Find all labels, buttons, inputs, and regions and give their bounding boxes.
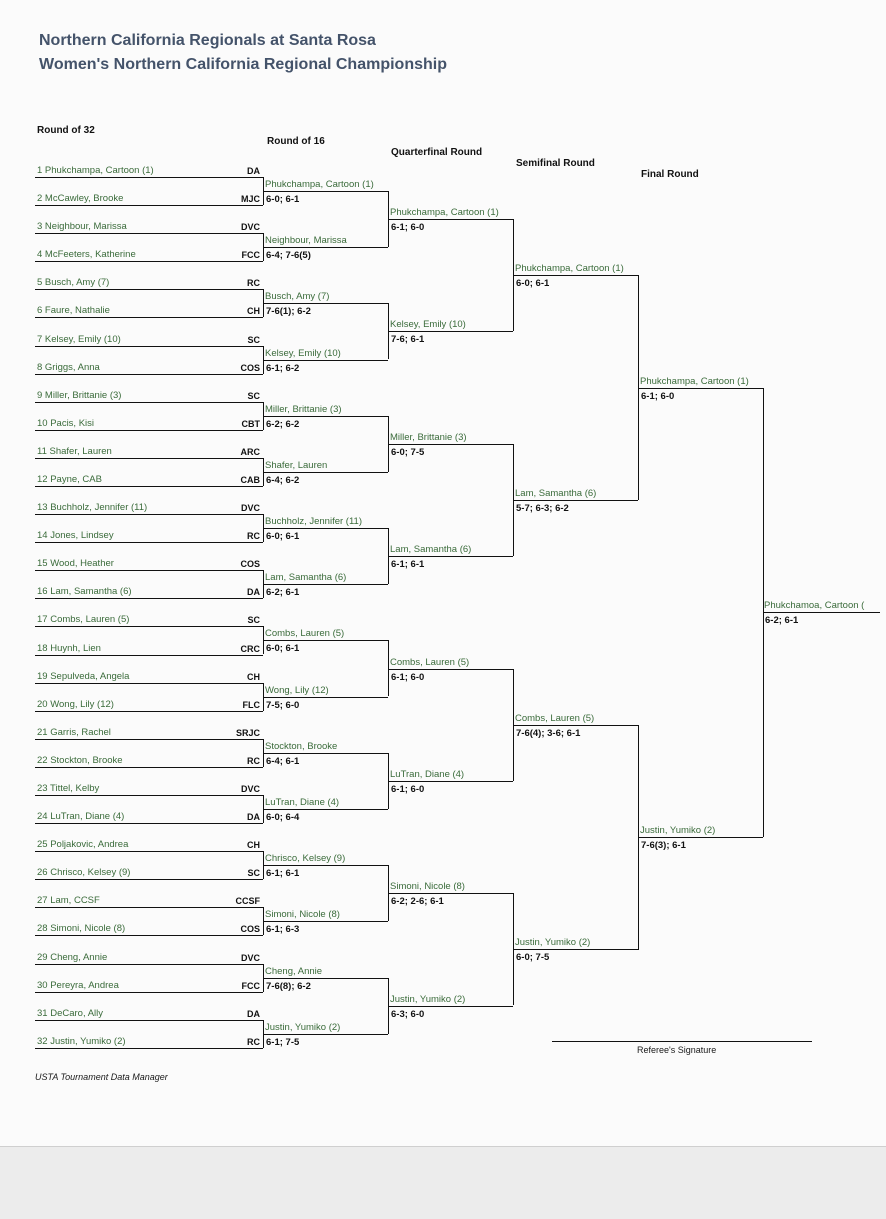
round-line <box>513 500 638 501</box>
r32-line <box>35 879 263 880</box>
round-line <box>263 584 388 585</box>
round-line <box>388 1006 513 1007</box>
r32-player-name: 27 Lam, CCSF <box>37 895 100 906</box>
winner-name: Simoni, Nicole (8) <box>390 881 465 892</box>
winner-name: Lam, Samantha (6) <box>515 488 597 499</box>
r32-club-abbr: DVC <box>240 222 260 232</box>
r32-line <box>35 964 263 965</box>
r32-club-abbr: SC <box>247 868 260 878</box>
round-label-32: Round of 32 <box>37 125 95 136</box>
r32-line <box>35 1020 263 1021</box>
winner-name: Lam, Samantha (6) <box>390 544 472 555</box>
r32-club-abbr: COS <box>240 363 260 373</box>
match-score: 6-2; 6-2 <box>266 419 300 430</box>
r32-line <box>35 542 263 543</box>
winner-name: Stockton, Brooke <box>265 741 338 752</box>
match-score: 6-1; 6-1 <box>266 868 300 879</box>
match-score: 7-6; 6-1 <box>391 334 425 345</box>
r32-line <box>35 458 263 459</box>
match-score: 6-0; 7-5 <box>516 952 550 963</box>
r32-line <box>35 430 263 431</box>
r32-player-name: 30 Pereyra, Andrea <box>37 980 119 991</box>
r32-club-abbr: CH <box>247 306 260 316</box>
round-line <box>263 416 388 417</box>
r32-line <box>35 486 263 487</box>
r32-player-name: 17 Combs, Lauren (5) <box>37 614 130 625</box>
round-line <box>513 725 638 726</box>
round-line <box>263 360 388 361</box>
r32-club-abbr: SC <box>247 335 260 345</box>
match-score: 6-4; 6-1 <box>266 756 300 767</box>
round-line <box>388 331 513 332</box>
r32-club-abbr: ARC <box>240 447 260 457</box>
r32-player-name: 25 Poljakovic, Andrea <box>37 839 129 850</box>
r32-player-name: 20 Wong, Lily (12) <box>37 699 114 710</box>
r32-player-name: 5 Busch, Amy (7) <box>37 277 110 288</box>
signature-line <box>552 1041 812 1042</box>
r32-club-abbr: COS <box>240 559 260 569</box>
r32-club-abbr: SC <box>247 391 260 401</box>
r32-line <box>35 570 263 571</box>
r32-club-abbr: DA <box>247 812 260 822</box>
r32-line <box>35 317 263 318</box>
r32-player-name: 22 Stockton, Brooke <box>37 755 123 766</box>
r32-club-abbr: CH <box>247 672 260 682</box>
round-line <box>638 388 763 389</box>
winner-name: Miller, Brittanie (3) <box>265 404 342 415</box>
round-label-16: Round of 16 <box>267 136 325 147</box>
match-score: 5-7; 6-3; 6-2 <box>516 503 569 514</box>
winner-name: Miller, Brittanie (3) <box>390 432 467 443</box>
round-line <box>263 1034 388 1035</box>
r32-club-abbr: CRC <box>240 644 260 654</box>
r32-player-name: 13 Buchholz, Jennifer (11) <box>37 502 148 513</box>
r32-line <box>35 205 263 206</box>
r32-club-abbr: DVC <box>240 784 260 794</box>
r32-line <box>35 655 263 656</box>
r32-player-name: 18 Huynh, Lien <box>37 643 101 654</box>
match-score: 6-2; 6-1 <box>266 587 300 598</box>
r32-player-name: 7 Kelsey, Emily (10) <box>37 334 121 345</box>
match-score: 6-1; 6-1 <box>391 559 425 570</box>
r32-player-name: 23 Tittel, Kelby <box>37 783 100 794</box>
winner-name: Cheng, Annie <box>265 966 323 977</box>
round-label-quarterfinal: Quarterfinal Round <box>391 147 483 158</box>
match-score: 6-1; 6-3 <box>266 924 300 935</box>
winner-name: Justin, Yumiko (2) <box>640 825 716 836</box>
round-line <box>388 669 513 670</box>
round-line <box>263 640 388 641</box>
r32-line <box>35 514 263 515</box>
r32-line <box>35 177 263 178</box>
r32-line <box>35 402 263 403</box>
round-line <box>263 528 388 529</box>
r32-club-abbr: RC <box>247 278 260 288</box>
r32-player-name: 9 Miller, Brittanie (3) <box>37 390 122 401</box>
round-line <box>388 556 513 557</box>
r32-club-abbr: COS <box>240 924 260 934</box>
scan-margin <box>0 1146 886 1219</box>
r32-club-abbr: CH <box>247 840 260 850</box>
r32-line <box>35 992 263 993</box>
bracket-connector <box>388 640 389 696</box>
round-line <box>263 921 388 922</box>
r32-club-abbr: RC <box>247 531 260 541</box>
winner-name: Justin, Yumiko (2) <box>515 937 591 948</box>
match-score: 6-0; 7-5 <box>391 447 425 458</box>
match-score: 6-0; 6-1 <box>266 531 300 542</box>
r32-line <box>35 626 263 627</box>
winner-name: Neighbour, Marissa <box>265 235 347 246</box>
r32-player-name: 19 Sepulveda, Angela <box>37 671 130 682</box>
r32-line <box>35 739 263 740</box>
round-line <box>263 191 388 192</box>
r32-player-name: 29 Cheng, Annie <box>37 952 108 963</box>
r32-line <box>35 907 263 908</box>
match-score: 6-0; 6-1 <box>266 194 300 205</box>
r32-club-abbr: DA <box>247 166 260 176</box>
match-score: 7-6(4); 3-6; 6-1 <box>516 728 581 739</box>
r32-line <box>35 374 263 375</box>
round-label-semifinal: Semifinal Round <box>516 158 595 169</box>
r32-player-name: 12 Payne, CAB <box>37 474 102 485</box>
round-line <box>388 893 513 894</box>
r32-player-name: 24 LuTran, Diane (4) <box>37 811 125 822</box>
match-score: 6-4; 7-6(5) <box>266 250 311 261</box>
r32-player-name: 31 DeCaro, Ally <box>37 1008 104 1019</box>
match-score: 6-3; 6-0 <box>391 1009 425 1020</box>
r32-club-abbr: RC <box>247 1037 260 1047</box>
winner-name: Kelsey, Emily (10) <box>265 348 341 359</box>
r32-line <box>35 851 263 852</box>
r32-club-abbr: DVC <box>240 503 260 513</box>
champion-line <box>763 612 880 613</box>
r32-player-name: 1 Phukchampa, Cartoon (1) <box>37 165 154 176</box>
winner-name: Combs, Lauren (5) <box>265 628 345 639</box>
round-line <box>263 865 388 866</box>
winner-name: Phukchampa, Cartoon (1) <box>265 179 374 190</box>
r32-club-abbr: SRJC <box>235 728 260 738</box>
winner-name: Chrisco, Kelsey (9) <box>265 853 346 864</box>
match-score: 6-1; 6-2 <box>266 363 300 374</box>
r32-line <box>35 795 263 796</box>
winner-name: Lam, Samantha (6) <box>265 572 347 583</box>
winner-name: Justin, Yumiko (2) <box>265 1022 341 1033</box>
round-line <box>388 219 513 220</box>
r32-line <box>35 823 263 824</box>
r32-club-abbr: DA <box>247 1009 260 1019</box>
r32-player-name: 16 Lam, Samantha (6) <box>37 586 132 597</box>
r32-line <box>35 261 263 262</box>
round-label-final: Final Round <box>641 169 699 180</box>
round-line <box>263 247 388 248</box>
winner-name: Shafer, Lauren <box>265 460 328 471</box>
r32-line <box>35 767 263 768</box>
winner-name: LuTran, Diane (4) <box>265 797 340 808</box>
r32-player-name: 28 Simoni, Nicole (8) <box>37 923 126 934</box>
winner-name: Phukchampa, Cartoon (1) <box>515 263 624 274</box>
r32-club-abbr: MJC <box>240 194 260 204</box>
round-line <box>263 753 388 754</box>
r32-player-name: 4 McFeeters, Katherine <box>37 249 136 260</box>
r32-line <box>35 935 263 936</box>
match-score: 6-0; 6-1 <box>266 643 300 654</box>
winner-name: LuTran, Diane (4) <box>390 769 465 780</box>
round-line <box>638 837 763 838</box>
match-score: 7-6(1); 6-2 <box>266 306 311 317</box>
r32-club-abbr: RC <box>247 756 260 766</box>
round-line <box>263 697 388 698</box>
r32-line <box>35 1048 263 1049</box>
r32-player-name: 21 Garris, Rachel <box>37 727 111 738</box>
r32-player-name: 11 Shafer, Lauren <box>37 446 112 457</box>
match-score: 6-4; 6-2 <box>266 475 300 486</box>
match-score: 7-5; 6-0 <box>266 700 300 711</box>
round-line <box>263 303 388 304</box>
match-score: 6-0; 6-1 <box>516 278 550 289</box>
r32-line <box>35 683 263 684</box>
r32-club-abbr: FCC <box>241 981 260 991</box>
r32-line <box>35 233 263 234</box>
match-score: 6-0; 6-4 <box>266 812 300 823</box>
winner-name: Simoni, Nicole (8) <box>265 909 340 920</box>
r32-club-abbr: FLC <box>242 700 260 710</box>
round-line <box>263 978 388 979</box>
winner-name: Combs, Lauren (5) <box>390 657 470 668</box>
r32-player-name: 14 Jones, Lindsey <box>37 530 114 541</box>
r32-club-abbr: CAB <box>240 475 260 485</box>
winner-name: Kelsey, Emily (10) <box>390 319 466 330</box>
match-score: 6-1; 6-0 <box>391 672 425 683</box>
r32-player-name: 10 Pacis, Kisi <box>37 418 95 429</box>
r32-line <box>35 346 263 347</box>
r32-player-name: 6 Faure, Nathalie <box>37 305 110 316</box>
r32-club-abbr: CBT <box>241 419 260 429</box>
r32-player-name: 3 Neighbour, Marissa <box>37 221 127 232</box>
r32-player-name: 2 McCawley, Brooke <box>37 193 124 204</box>
tournament-title: Northern California Regionals at Santa Rosa <box>39 32 376 49</box>
r32-club-abbr: DVC <box>240 953 260 963</box>
match-score: 6-1; 7-5 <box>266 1037 300 1048</box>
champion-score: 6-2; 6-1 <box>765 615 799 626</box>
r32-player-name: 26 Chrisco, Kelsey (9) <box>37 867 131 878</box>
r32-line <box>35 289 263 290</box>
r32-player-name: 15 Wood, Heather <box>37 558 114 569</box>
round-line <box>263 472 388 473</box>
winner-name: Phukchampa, Cartoon (1) <box>390 207 499 218</box>
winner-name: Phukchampa, Cartoon (1) <box>640 376 749 387</box>
referee-signature-label: Referee's Signature <box>637 1045 717 1055</box>
r32-player-name: 8 Griggs, Anna <box>37 362 100 373</box>
match-score: 6-1; 6-0 <box>391 222 425 233</box>
winner-name: Busch, Amy (7) <box>265 291 330 302</box>
match-score: 6-1; 6-0 <box>391 784 425 795</box>
round-line <box>388 781 513 782</box>
round-line <box>513 949 638 950</box>
r32-club-abbr: CCSF <box>235 896 260 906</box>
r32-club-abbr: SC <box>247 615 260 625</box>
round-line <box>388 444 513 445</box>
winner-name: Combs, Lauren (5) <box>515 713 595 724</box>
championship-title: Women's Northern California Regional Championship <box>39 56 447 73</box>
round-line <box>513 275 638 276</box>
r32-line <box>35 598 263 599</box>
champion-name: Phukchamoa, Cartoon ( <box>764 600 865 611</box>
winner-name: Wong, Lily (12) <box>265 685 329 696</box>
data-manager-label: USTA Tournament Data Manager <box>35 1072 168 1082</box>
match-score: 6-1; 6-0 <box>641 391 675 402</box>
winner-name: Justin, Yumiko (2) <box>390 994 466 1005</box>
match-score: 7-6(3); 6-1 <box>641 840 686 851</box>
r32-club-abbr: DA <box>247 587 260 597</box>
r32-club-abbr: FCC <box>241 250 260 260</box>
r32-line <box>35 711 263 712</box>
r32-player-name: 32 Justin, Yumiko (2) <box>37 1036 126 1047</box>
match-score: 6-2; 2-6; 6-1 <box>391 896 444 907</box>
match-score: 7-6(8); 6-2 <box>266 981 311 992</box>
round-line <box>263 809 388 810</box>
winner-name: Buchholz, Jennifer (11) <box>265 516 362 527</box>
